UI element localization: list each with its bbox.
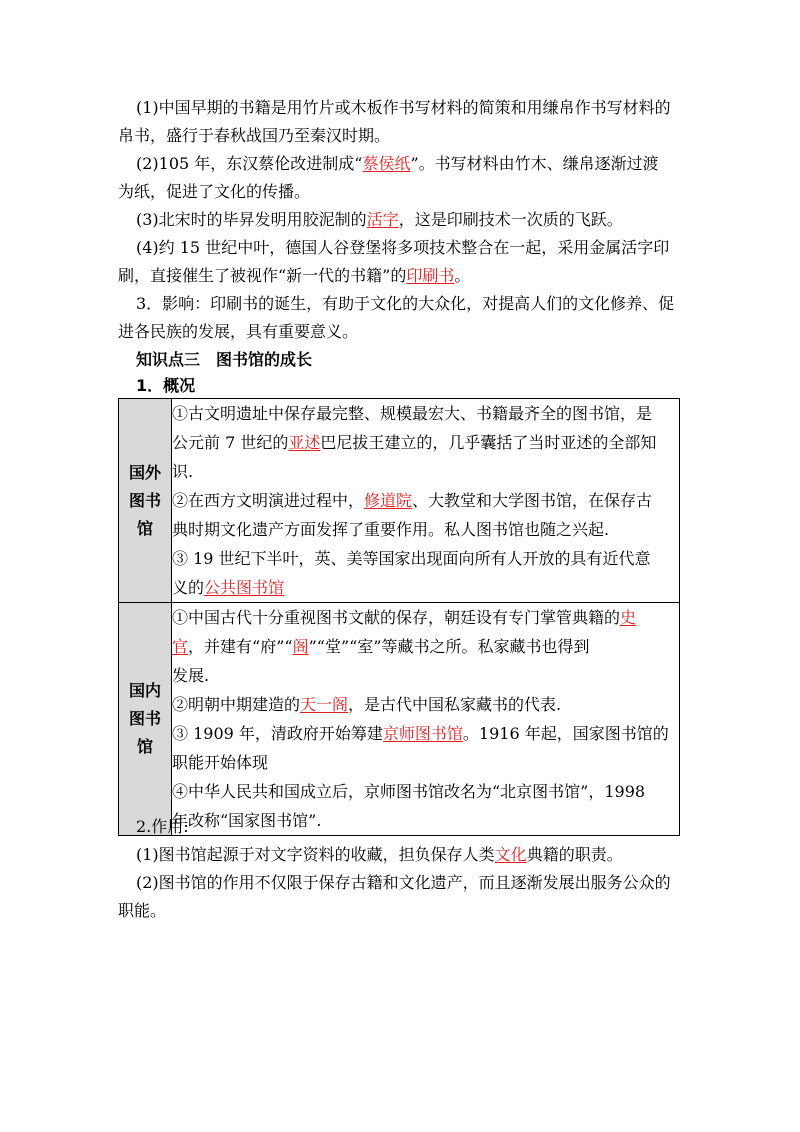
foreign-content [172, 399, 680, 603]
cell-line: 年改称“国家图书馆”. [172, 811, 322, 830]
cell-line: 职能开始体现 [172, 753, 269, 772]
highlight-term: 官 [172, 637, 189, 656]
highlight-term: 亚述 [288, 433, 321, 452]
cell-line: 识. [172, 462, 194, 481]
highlight-term: 文化 [494, 845, 527, 864]
cell-line: ②在西方文明演进过程中，修道院、大教堂和大学图书馆，在保存古 [172, 491, 653, 510]
table-row-foreign [119, 399, 680, 603]
cell-line: ②明朝中期建造的天一阁，是古代中国私家藏书的代表. [172, 695, 562, 714]
cell-line: 发展. [172, 666, 210, 685]
cell-line: 义的公共图书馆 [172, 578, 285, 597]
highlight-term: 印刷书 [406, 266, 455, 285]
highlight-term: 公共图书馆 [204, 578, 285, 597]
cell-line: ③ 1909 年，清政府开始筹建京师图书馆。1916 年起，国家图书馆的 [172, 724, 669, 743]
paragraph-line: 帛书，盛行于春秋战国乃至秦汉时期。 [118, 126, 391, 145]
paragraph-line: 进各民族的发展，具有重要意义。 [118, 322, 359, 341]
domestic-content [172, 603, 680, 836]
paragraph-line: (4)约 15 世纪中叶，德国人谷登堡将多项技术整合在一起，采用金属活字印 [136, 238, 670, 257]
cell-line: ①中国古代十分重视图书文献的保存，朝廷设有专门掌管典籍的史 [172, 608, 637, 627]
cell-line: ①古文明遗址中保存最完整、规模最宏大、书籍最齐全的图书馆，是 [172, 404, 653, 423]
paragraph-line: (2)105 年，东汉蔡伦改进制成“蔡侯纸”。书写材料由竹木、缣帛逐渐过渡 [136, 154, 659, 173]
paragraph-line: 职能。 [118, 901, 167, 920]
cell-line: 官，并建有“府”“阁”“堂”“室”等藏书之所。私家藏书也得到 [172, 637, 590, 656]
library-overview-table [118, 398, 680, 836]
row-header-domestic: 国内 图书 馆 [119, 603, 172, 836]
highlight-term: 天一阁 [300, 695, 349, 714]
paragraph-line: (2)图书馆的作用不仅限于保存古籍和文化遗产，而且逐渐发展出服务公众的 [136, 873, 671, 892]
section-title: 知识点三 图书馆的成长 [136, 350, 313, 369]
highlight-term: 蔡侯纸 [362, 154, 411, 173]
paragraph-line: (3)北宋时的毕昇发明用胶泥制的活字，这是印刷技术一次质的飞跃。 [136, 210, 623, 229]
highlight-term: 修道院 [364, 491, 413, 510]
cell-line: 典时期文化遗产方面发挥了重要作用。私人图书馆也随之兴起. [172, 520, 610, 539]
highlight-term: 活字 [366, 210, 399, 229]
subsection-heading: 1．概况 [136, 376, 196, 395]
paragraph-line: 3．影响：印刷书的诞生，有助于文化的大众化，对提高人们的文化修养、促 [136, 294, 675, 313]
cell-line: ④中华人民共和国成立后，京师图书馆改名为“北京图书馆”，1998 [172, 782, 646, 801]
table-row-domestic [119, 603, 680, 836]
cell-line: 公元前 7 世纪的亚述巴尼拔王建立的，几乎囊括了当时亚述的全部知 [172, 433, 657, 452]
highlight-term: 阁 [292, 637, 309, 656]
paragraph-line: (1)图书馆起源于对文字资料的收藏，担负保存人类文化典籍的职责。 [136, 845, 623, 864]
subsection-heading: 2.作用: [136, 817, 189, 836]
paragraph-line: 刷，直接催生了被视作“新一代的书籍”的印刷书。 [118, 266, 471, 285]
paragraph-line: 为纸，促进了文化的传播。 [118, 182, 311, 201]
row-header-foreign: 国外 图书 馆 [119, 399, 172, 603]
paragraph-line: (1)中国早期的书籍是用竹片或木板作书写材料的简策和用缣帛作书写材料的 [136, 98, 671, 117]
cell-line: ③ 19 世纪下半叶，英、美等国家出现面向所有人开放的具有近代意 [172, 549, 651, 568]
highlight-term: 京师图书馆 [382, 724, 463, 743]
highlight-term: 史 [620, 608, 637, 627]
